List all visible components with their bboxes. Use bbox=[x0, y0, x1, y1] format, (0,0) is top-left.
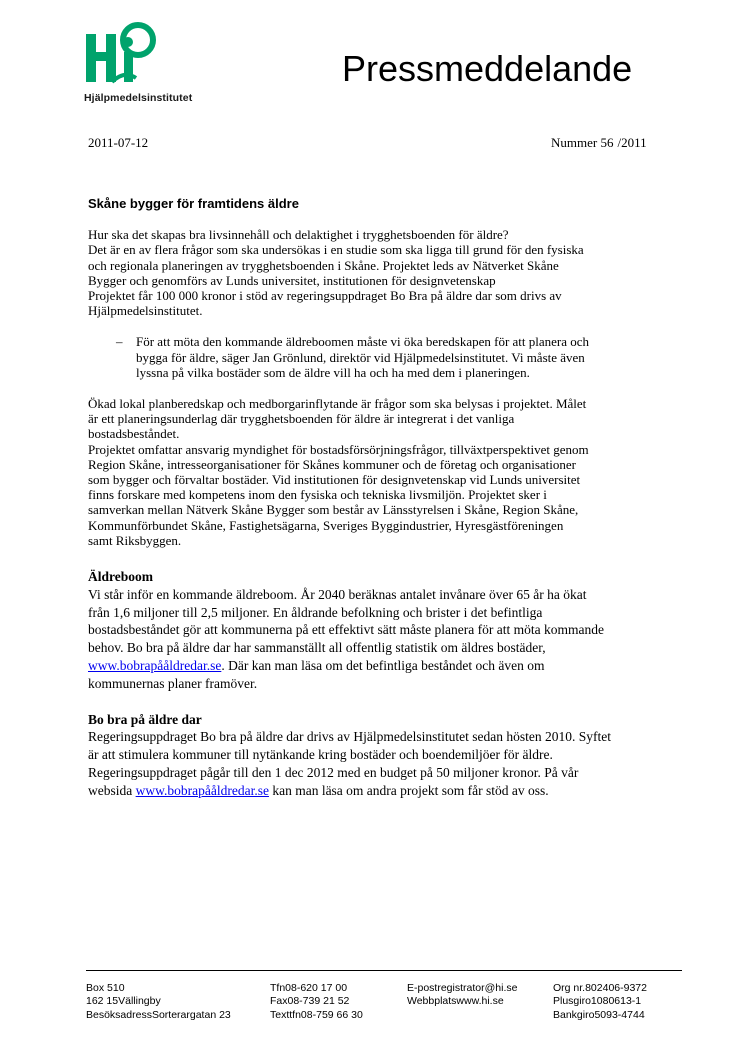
text-line bbox=[88, 657, 678, 675]
footer-line: 162 15Vällingby bbox=[86, 995, 161, 1008]
text-line: bostadsbeståndet gör att kommunerna på ett effektivt sätt måste planera för att möta kommande bbox=[88, 622, 604, 638]
footer-line: Texttfn08-759 66 30 bbox=[270, 1008, 363, 1021]
body-paragraph bbox=[88, 396, 678, 548]
footer-bank bbox=[553, 982, 647, 1022]
logo-name: Hjälpmedelsinstitutet bbox=[84, 92, 193, 104]
section-title: Bo bra på äldre dar bbox=[88, 711, 202, 727]
text-line: som bygger och förvaltar bostäder. Vid institutionen för designvetenskap vid Lunds universitet bbox=[88, 472, 581, 488]
footer-line: E-postregistrator@hi.se bbox=[407, 982, 518, 994]
footer-phone bbox=[270, 982, 363, 1022]
article bbox=[88, 196, 678, 818]
text-line: samt Riksbyggen. bbox=[88, 532, 182, 548]
text-line: Bygger och genomförs av Lunds universitet, institutionen för designvetenskap bbox=[88, 272, 496, 288]
text-line: Projektet får 100 000 kronor i stöd av regeringsuppdraget Bo Bra på äldre dar som drivs av bbox=[88, 288, 562, 304]
bobra-link[interactable]: www.bobrapååldredar.se bbox=[88, 658, 222, 674]
text-line: Vi står inför en kommande äldreboom. År 2040 beräknas antalet invånare över 65 år ha ökat bbox=[88, 586, 587, 602]
footer-line: Box 510 bbox=[86, 982, 125, 994]
footer-line: BesöksadressSorterargatan 23 bbox=[86, 1008, 231, 1021]
section-bobra bbox=[88, 711, 678, 800]
text-line: och regionala planeringen av trygghetsboenden i Skåne. Projektet leds av Nätverket Skåne bbox=[88, 257, 559, 273]
text-line: Hur ska det skapas bra livsinnehåll och delaktighet i trygghetsboenden för äldre? bbox=[88, 227, 509, 243]
text-line: kommunernas planer framöver. bbox=[88, 675, 258, 691]
release-number-suffix: /2011 bbox=[617, 135, 647, 150]
release-number bbox=[551, 135, 647, 151]
text-line: lyssna på vilka bostäder som de äldre vill ha och ha med dem i planeringen. bbox=[136, 364, 530, 380]
text-line: behov. Bo bra på äldre dar har sammanställt all offentlig statistik om äldres bostäder, bbox=[88, 640, 546, 656]
link-trailing-text: kan man läsa om andra projekt som får stöd av oss. bbox=[268, 782, 549, 798]
section-title: Äldreboom bbox=[88, 569, 154, 585]
release-date: 2011-07-12 bbox=[88, 135, 149, 150]
logo bbox=[84, 22, 224, 108]
link-leading-text: websida bbox=[88, 782, 136, 798]
footer-line: Fax08-739 21 52 bbox=[270, 995, 350, 1008]
footer-line: Org nr.802406-9372 bbox=[553, 982, 647, 994]
text-line: För att möta den kommande äldreboomen måste vi öka beredskapen för att planera och bbox=[136, 334, 590, 350]
footer-line: Tfn08-620 17 00 bbox=[270, 982, 348, 994]
text-line: från 1,6 miljoner till 2,5 miljoner. En åldrande befolkning och brister i det befintliga bbox=[88, 604, 543, 620]
quote bbox=[88, 334, 678, 380]
page-title: Pressmeddelande bbox=[342, 48, 633, 89]
text-line: är ett planeringsunderlag där trygghetsboenden för äldre är integrerat i det vanliga bbox=[88, 411, 515, 427]
quote-dash: – bbox=[116, 334, 123, 350]
text-line: Projektet omfattar ansvarig myndighet för bostadsförsörjningsfrågor, tillväxtperspektivet genom bbox=[88, 441, 589, 457]
footer-line: Bankgiro5093-4744 bbox=[553, 1008, 645, 1021]
text-line: är att stimulera kommuner till nytänkande kring bostäder och boendemiljöer för äldre. bbox=[88, 747, 553, 763]
text-line: samverkan mellan Nätverk Skåne Bygger som består av Länsstyrelsen i Skåne, Region Skåne, bbox=[88, 502, 579, 518]
link-trailing-text: . Där kan man läsa om det befintliga beståndet och även om bbox=[221, 658, 545, 674]
footer-line: Webbplatswww.hi.se bbox=[407, 995, 504, 1008]
text-line: Regeringsuppdraget pågår till den 1 dec 2012 med en budget på 50 miljoner kronor. På vår bbox=[88, 765, 579, 781]
footer-line: Plusgiro1080613-1 bbox=[553, 995, 642, 1008]
text-line bbox=[88, 782, 678, 800]
text-line: Ökad lokal planberedskap och medborgarinflytande är frågor som ska belysas i projektet. Målet bbox=[88, 396, 587, 412]
text-line: Region Skåne, intresseorganisationer för Skånes kommuner och de företag och organisationer bbox=[88, 456, 576, 472]
text-line: bostadsbeståndet. bbox=[88, 426, 180, 442]
text-line: Regeringsuppdraget Bo bra på äldre dar drivs av Hjälpmedelsinstitutet sedan hösten 2010. Syftet bbox=[88, 729, 611, 745]
intro-paragraph bbox=[88, 227, 678, 318]
text-line: bygga för äldre, säger Jan Grönlund, direktör vid Hjälpmedelsinstitutet. Vi måste även bbox=[136, 349, 585, 365]
release-number-label: Nummer 56 bbox=[551, 135, 614, 150]
text-line: Hjälpmedelsinstitutet. bbox=[88, 303, 203, 319]
text-line: Kommunförbundet Skåne, Fastighetsägarna, Sveriges Byggindustrier, Hyresgästföreningen bbox=[88, 517, 564, 533]
hi-logo-icon bbox=[84, 22, 164, 88]
headline: Skåne bygger för framtidens äldre bbox=[88, 196, 299, 211]
bobra-link[interactable]: www.bobrapååldredar.se bbox=[135, 782, 269, 798]
text-line: Det är en av flera frågor som ska undersökas i en studie som ska ligga till grund för den fysiska bbox=[88, 242, 584, 258]
footer-divider bbox=[86, 970, 682, 971]
section-aldreboom bbox=[88, 568, 678, 693]
footer-address bbox=[86, 982, 231, 1022]
text-line: finns forskare med kompetens inom den fysiska och tekniska livsmiljön. Projektet sker i bbox=[88, 487, 547, 503]
footer-web bbox=[407, 982, 517, 1009]
